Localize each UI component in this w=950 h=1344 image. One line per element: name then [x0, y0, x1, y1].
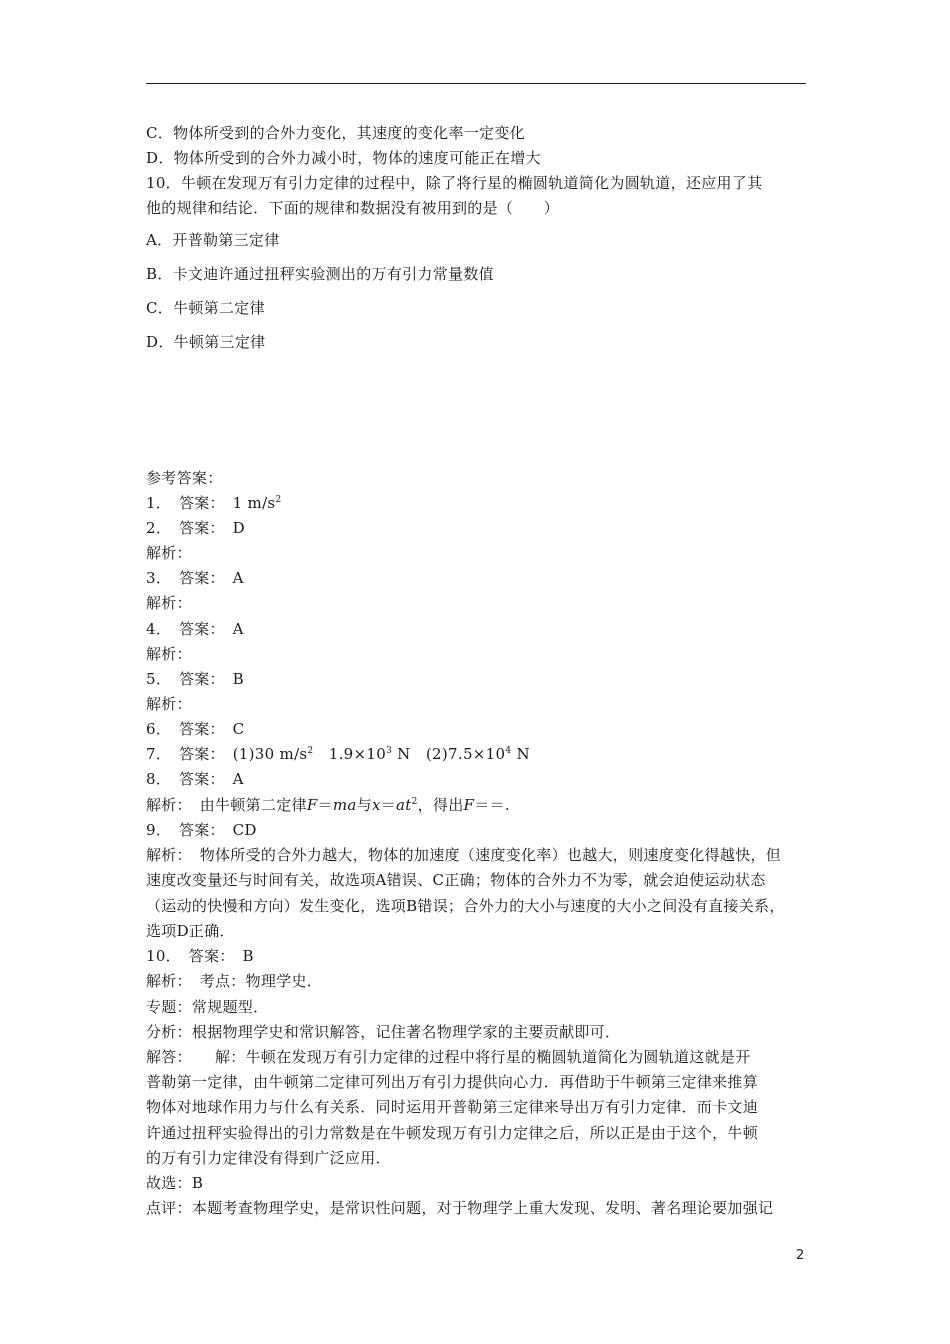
answer-7-part3: N (2)7.5×10 — [392, 745, 506, 763]
answer-9: 9． 答案： CD — [146, 821, 257, 839]
header-rule — [146, 83, 806, 84]
answer-8-with: 与 — [356, 796, 372, 814]
answer-8-var-ma: ma — [332, 796, 357, 814]
answer-3: 3． 答案： A — [146, 569, 244, 587]
answer-9-explanation-line2: 速度改变量还与时间有关，故选项A错误、C正确；物体的合外力不为零，就会迫使运动状态 — [146, 871, 766, 889]
q10-stem-line2: 他的规律和结论．下面的规律和数据没有被用到的是（ ） — [146, 199, 560, 217]
answer-5-explanation: 解析： — [146, 695, 192, 713]
answer-3-explanation: 解析： — [146, 594, 192, 612]
answer-9-explanation-line1: 解析： 物体所受的合外力越大，物体的加速度（速度变化率）也越大，则速度变化得越快，但 — [146, 846, 782, 864]
answer-4: 4． 答案： A — [146, 620, 244, 638]
answer-8-eq2: ＝ — [380, 796, 397, 814]
answer-8-var-F: F — [306, 796, 318, 814]
answer-1 — [146, 493, 281, 513]
answer-8-exp-part1: 解析： 由牛顿第二定律 — [146, 796, 307, 814]
answer-7-exp2: 3 — [386, 746, 393, 756]
q10-option-c: C．牛顿第二定律 — [146, 299, 265, 317]
answer-10-explanation-line2: 专题：常规题型． — [146, 998, 269, 1016]
answer-10-explanation-line8: 的万有引力定律没有得到广泛应用． — [146, 1149, 391, 1167]
answer-8-var-x: x — [371, 796, 381, 814]
answer-4-explanation: 解析： — [146, 645, 192, 663]
answer-7-part4: N — [511, 745, 530, 763]
answer-1-text: 1． 答案： 1 m/s — [146, 494, 276, 512]
answer-8-eq1: ＝ — [317, 796, 333, 814]
q9-option-d: D．物体所受到的合外力减小时，物体的速度可能正在增大 — [146, 149, 541, 167]
answer-8-end: ＝＝. — [474, 796, 510, 814]
answer-9-explanation-line4: 选项D正确． — [146, 922, 235, 940]
answer-8-exp-part2: ，得出 — [417, 796, 464, 814]
answer-10: 10． 答案： B — [146, 947, 254, 965]
answer-7-part2: 1.9×10 — [313, 745, 387, 763]
answer-7 — [146, 744, 530, 764]
answer-10-explanation-line9: 故选：B — [146, 1174, 204, 1192]
answer-1-exponent: 2 — [275, 495, 282, 505]
q9-option-c: C．物体所受到的合外力变化，其速度的变化率一定变化 — [146, 124, 525, 142]
answers-heading: 参考答案： — [146, 469, 223, 487]
q10-option-b: B．卡文迪许通过扭秤实验测出的万有引力常量数值 — [146, 265, 494, 283]
answer-7-exp3: 4 — [505, 746, 512, 756]
q10-option-d: D．牛顿第三定律 — [146, 333, 266, 351]
answer-7-part1: 7． 答案： (1)30 m/s — [146, 745, 308, 763]
answer-10-explanation-line3: 分析：根据物理学史和常识解答，记住著名物理学家的主要贡献即可． — [146, 1023, 621, 1041]
answer-2-explanation: 解析： — [146, 544, 192, 562]
answer-10-explanation-line4: 解答： 解：牛顿在发现万有引力定律的过程中将行星的椭圆轨道简化为圆轨道这就是开 — [146, 1048, 751, 1066]
answer-10-explanation-line10: 点评：本题考查物理学史，是常识性问题，对于物理学上重大发现、发明、著名理论要加强记 — [146, 1199, 774, 1217]
q10-stem-line1: 10．牛顿在发现万有引力定律的过程中，除了将行星的椭圆轨道简化为圆轨道，还应用了其 — [146, 174, 763, 192]
q10-option-a: A．开普勒第三定律 — [146, 231, 280, 249]
answer-7-exp1: 2 — [307, 746, 314, 756]
answer-10-explanation-line7: 许通过扭秤实验得出的引力常数是在牛顿发现万有引力定律之后，所以正是由于这个，牛顿 — [146, 1124, 759, 1142]
answer-8-var-at: at — [396, 796, 412, 814]
answer-8: 8． 答案： A — [146, 770, 244, 788]
answer-5: 5． 答案： B — [146, 670, 244, 688]
answer-8-var-F2: F — [463, 796, 475, 814]
answer-6: 6． 答案： C — [146, 720, 245, 738]
answer-8-explanation — [146, 795, 510, 815]
answer-2: 2． 答案： D — [146, 519, 245, 537]
answer-10-explanation-line6: 物体对地球作用力与什么有关系．同时运用开普勒第三定律来导出万有引力定律．而卡文迪 — [146, 1098, 759, 1116]
answer-9-explanation-line3: （运动的快慢和方向）发生变化，选项B错误；合外力的大小与速度的大小之间没有直接关系， — [146, 897, 785, 915]
answer-10-explanation-line1: 解析： 考点：物理学史． — [146, 972, 323, 990]
answer-8-exponent: 2 — [411, 797, 418, 807]
answer-10-explanation-line5: 普勒第一定律，由牛顿第二定律可列出万有引力提供向心力．再借助于牛顿第三定律来推算 — [146, 1073, 759, 1091]
page-number: 2 — [796, 1248, 805, 1263]
